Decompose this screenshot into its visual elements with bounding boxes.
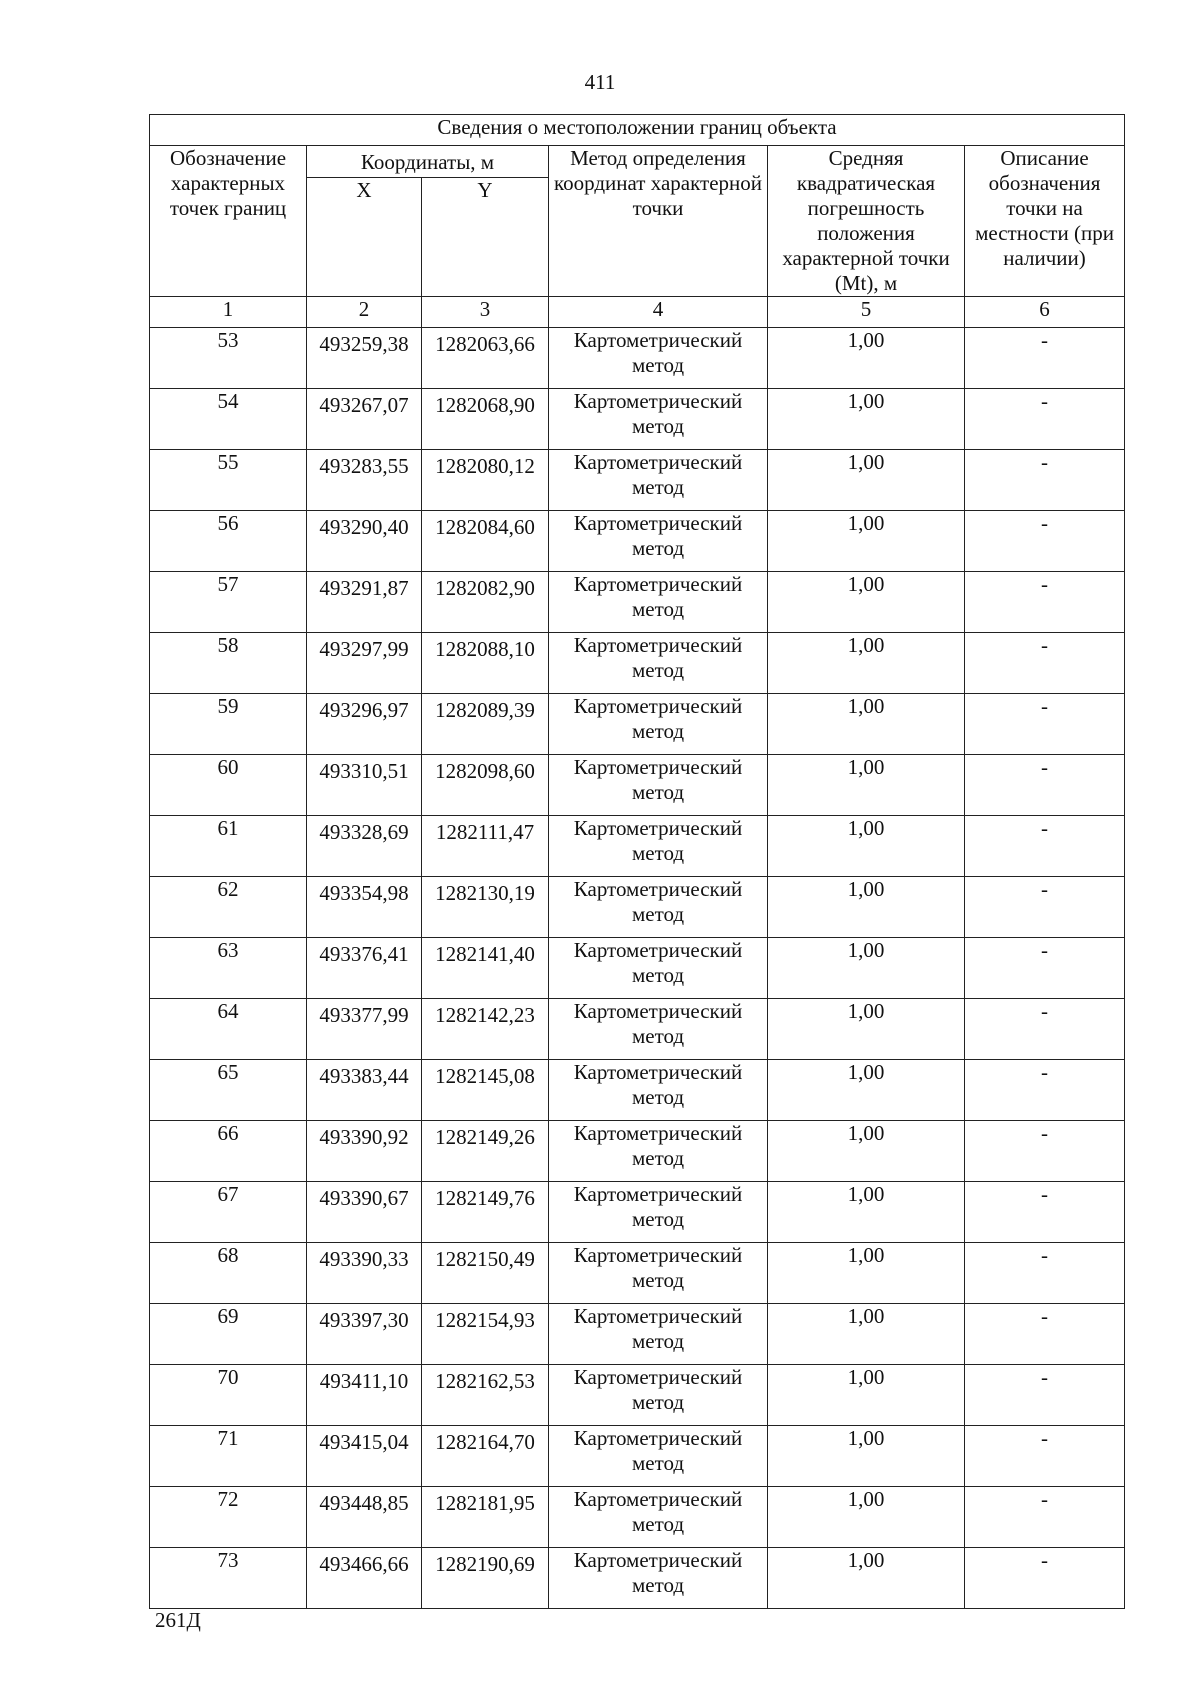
cell-error: 1,00 xyxy=(768,1060,965,1121)
cell-error: 1,00 xyxy=(768,633,965,694)
cell-point: 55 xyxy=(150,450,307,511)
cell-description: - xyxy=(965,999,1125,1060)
cell-description: - xyxy=(965,1182,1125,1243)
table-row xyxy=(150,572,1125,633)
cell-error: 1,00 xyxy=(768,1365,965,1426)
cell-y: 1282149,26 xyxy=(422,1121,549,1182)
header-row xyxy=(150,146,1125,178)
cell-x: 493291,87 xyxy=(307,572,422,633)
header-description: Описание обозначения точки на местности (при наличии) xyxy=(965,146,1125,297)
cell-y: 1282088,10 xyxy=(422,633,549,694)
cell-point: 66 xyxy=(150,1121,307,1182)
cell-error: 1,00 xyxy=(768,1548,965,1609)
cell-error: 1,00 xyxy=(768,1182,965,1243)
table-title: Сведения о местоположении границ объекта xyxy=(150,115,1125,146)
cell-x: 493296,97 xyxy=(307,694,422,755)
cell-method: Картометрический метод xyxy=(549,1182,768,1243)
cell-y: 1282130,19 xyxy=(422,877,549,938)
cell-point: 57 xyxy=(150,572,307,633)
cell-x: 493297,99 xyxy=(307,633,422,694)
cell-y: 1282190,69 xyxy=(422,1548,549,1609)
table-row xyxy=(150,1304,1125,1365)
cell-x: 493259,38 xyxy=(307,328,422,389)
cell-error: 1,00 xyxy=(768,328,965,389)
cell-y: 1282098,60 xyxy=(422,755,549,816)
cell-x: 493411,10 xyxy=(307,1365,422,1426)
cell-error: 1,00 xyxy=(768,938,965,999)
page-number: 411 xyxy=(584,70,616,94)
header-method: Метод определения координат характерной точки xyxy=(549,146,768,297)
cell-description: - xyxy=(965,572,1125,633)
table-row xyxy=(150,1182,1125,1243)
table-row xyxy=(150,999,1125,1060)
cell-description: - xyxy=(965,633,1125,694)
cell-method: Картометрический метод xyxy=(549,755,768,816)
cell-description: - xyxy=(965,694,1125,755)
table-row xyxy=(150,1487,1125,1548)
column-number: 6 xyxy=(965,297,1125,328)
cell-description: - xyxy=(965,389,1125,450)
cell-description: - xyxy=(965,1365,1125,1426)
cell-point: 69 xyxy=(150,1304,307,1365)
table-row xyxy=(150,633,1125,694)
cell-point: 68 xyxy=(150,1243,307,1304)
cell-point: 62 xyxy=(150,877,307,938)
header-designation: Обозначение характерных точек границ xyxy=(150,146,307,297)
cell-description: - xyxy=(965,938,1125,999)
table-row xyxy=(150,511,1125,572)
cell-description: - xyxy=(965,877,1125,938)
cell-y: 1282164,70 xyxy=(422,1426,549,1487)
cell-description: - xyxy=(965,1060,1125,1121)
cell-y: 1282082,90 xyxy=(422,572,549,633)
cell-point: 67 xyxy=(150,1182,307,1243)
column-number: 1 xyxy=(150,297,307,328)
header-y: Y xyxy=(422,177,549,296)
table-row xyxy=(150,1121,1125,1182)
cell-point: 64 xyxy=(150,999,307,1060)
cell-method: Картометрический метод xyxy=(549,877,768,938)
cell-point: 53 xyxy=(150,328,307,389)
cell-x: 493448,85 xyxy=(307,1487,422,1548)
cell-method: Картометрический метод xyxy=(549,1243,768,1304)
cell-method: Картометрический метод xyxy=(549,999,768,1060)
cell-method: Картометрический метод xyxy=(549,328,768,389)
cell-x: 493383,44 xyxy=(307,1060,422,1121)
cell-x: 493310,51 xyxy=(307,755,422,816)
cell-x: 493390,33 xyxy=(307,1243,422,1304)
table-row xyxy=(150,1060,1125,1121)
table-row xyxy=(150,1426,1125,1487)
cell-point: 59 xyxy=(150,694,307,755)
cell-description: - xyxy=(965,816,1125,877)
table-row xyxy=(150,694,1125,755)
cell-description: - xyxy=(965,1304,1125,1365)
cell-y: 1282150,49 xyxy=(422,1243,549,1304)
table-row xyxy=(150,816,1125,877)
cell-method: Картометрический метод xyxy=(549,572,768,633)
cell-method: Картометрический метод xyxy=(549,1121,768,1182)
table-row xyxy=(150,389,1125,450)
cell-error: 1,00 xyxy=(768,694,965,755)
cell-error: 1,00 xyxy=(768,511,965,572)
cell-x: 493397,30 xyxy=(307,1304,422,1365)
cell-method: Картометрический метод xyxy=(549,1487,768,1548)
cell-error: 1,00 xyxy=(768,816,965,877)
cell-description: - xyxy=(965,1426,1125,1487)
table-row xyxy=(150,1243,1125,1304)
header-x: X xyxy=(307,177,422,296)
cell-method: Картометрический метод xyxy=(549,938,768,999)
cell-point: 71 xyxy=(150,1426,307,1487)
cell-y: 1282149,76 xyxy=(422,1182,549,1243)
cell-method: Картометрический метод xyxy=(549,511,768,572)
cell-description: - xyxy=(965,1548,1125,1609)
cell-y: 1282141,40 xyxy=(422,938,549,999)
cell-point: 73 xyxy=(150,1548,307,1609)
cell-point: 61 xyxy=(150,816,307,877)
cell-method: Картометрический метод xyxy=(549,450,768,511)
cell-y: 1282111,47 xyxy=(422,816,549,877)
cell-x: 493466,66 xyxy=(307,1548,422,1609)
column-number: 2 xyxy=(307,297,422,328)
cell-description: - xyxy=(965,1243,1125,1304)
cell-description: - xyxy=(965,1487,1125,1548)
cell-point: 56 xyxy=(150,511,307,572)
cell-error: 1,00 xyxy=(768,1243,965,1304)
header-coordinates: Координаты, м xyxy=(307,146,549,178)
table-row xyxy=(150,450,1125,511)
cell-point: 70 xyxy=(150,1365,307,1426)
cell-point: 72 xyxy=(150,1487,307,1548)
cell-method: Картометрический метод xyxy=(549,816,768,877)
table-row xyxy=(150,1548,1125,1609)
cell-method: Картометрический метод xyxy=(549,1426,768,1487)
cell-point: 54 xyxy=(150,389,307,450)
cell-x: 493267,07 xyxy=(307,389,422,450)
header-error: Средняя квадратическая погрешность положения характерной точки (Mt), м xyxy=(768,146,965,297)
cell-error: 1,00 xyxy=(768,1304,965,1365)
cell-error: 1,00 xyxy=(768,1121,965,1182)
column-number: 3 xyxy=(422,297,549,328)
cell-error: 1,00 xyxy=(768,572,965,633)
cell-x: 493390,92 xyxy=(307,1121,422,1182)
footer-code: 261Д xyxy=(155,1608,201,1632)
column-number-row xyxy=(150,297,1125,328)
cell-y: 1282142,23 xyxy=(422,999,549,1060)
cell-y: 1282068,90 xyxy=(422,389,549,450)
cell-method: Картометрический метод xyxy=(549,1304,768,1365)
cell-point: 65 xyxy=(150,1060,307,1121)
cell-method: Картометрический метод xyxy=(549,694,768,755)
table-row xyxy=(150,877,1125,938)
cell-y: 1282181,95 xyxy=(422,1487,549,1548)
cell-y: 1282080,12 xyxy=(422,450,549,511)
cell-description: - xyxy=(965,450,1125,511)
cell-y: 1282089,39 xyxy=(422,694,549,755)
table-row xyxy=(150,755,1125,816)
table-title-row xyxy=(150,115,1125,146)
cell-y: 1282154,93 xyxy=(422,1304,549,1365)
cell-point: 60 xyxy=(150,755,307,816)
cell-error: 1,00 xyxy=(768,877,965,938)
cell-point: 63 xyxy=(150,938,307,999)
cell-description: - xyxy=(965,328,1125,389)
cell-x: 493376,41 xyxy=(307,938,422,999)
cell-error: 1,00 xyxy=(768,450,965,511)
cell-y: 1282162,53 xyxy=(422,1365,549,1426)
table-row xyxy=(150,1365,1125,1426)
cell-x: 493290,40 xyxy=(307,511,422,572)
cell-method: Картометрический метод xyxy=(549,1060,768,1121)
column-number: 4 xyxy=(549,297,768,328)
cell-x: 493390,67 xyxy=(307,1182,422,1243)
cell-x: 493377,99 xyxy=(307,999,422,1060)
cell-description: - xyxy=(965,755,1125,816)
cell-error: 1,00 xyxy=(768,1487,965,1548)
cell-error: 1,00 xyxy=(768,389,965,450)
cell-y: 1282084,60 xyxy=(422,511,549,572)
cell-error: 1,00 xyxy=(768,999,965,1060)
cell-description: - xyxy=(965,1121,1125,1182)
table-row xyxy=(150,328,1125,389)
cell-method: Картометрический метод xyxy=(549,1365,768,1426)
boundary-coordinates-table xyxy=(149,114,1125,1609)
table-row xyxy=(150,938,1125,999)
column-number: 5 xyxy=(768,297,965,328)
cell-x: 493354,98 xyxy=(307,877,422,938)
cell-x: 493415,04 xyxy=(307,1426,422,1487)
cell-method: Картометрический метод xyxy=(549,633,768,694)
cell-x: 493328,69 xyxy=(307,816,422,877)
cell-y: 1282145,08 xyxy=(422,1060,549,1121)
cell-error: 1,00 xyxy=(768,755,965,816)
cell-method: Картометрический метод xyxy=(549,1548,768,1609)
cell-method: Картометрический метод xyxy=(549,389,768,450)
cell-y: 1282063,66 xyxy=(422,328,549,389)
cell-description: - xyxy=(965,511,1125,572)
cell-point: 58 xyxy=(150,633,307,694)
cell-x: 493283,55 xyxy=(307,450,422,511)
cell-error: 1,00 xyxy=(768,1426,965,1487)
